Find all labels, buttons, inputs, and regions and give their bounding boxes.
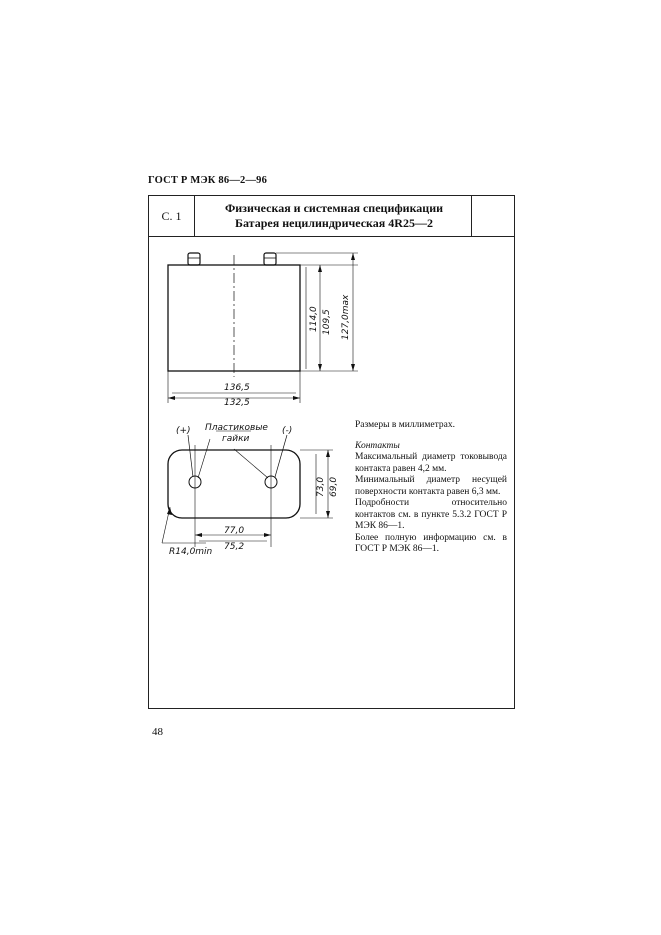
contacts-heading: Контакты: [355, 440, 400, 451]
dim-height-2: 109,5: [322, 309, 332, 335]
spec-title: Физическая и системная спецификации Батарея нецилиндрическая 4R25—2: [224, 201, 444, 230]
dim-spacing-1: 77,0: [224, 526, 245, 536]
spec-code: С. 1: [149, 196, 195, 236]
terminal-right: [264, 253, 276, 265]
battery-drawing: [148, 235, 363, 575]
terminal-left: [188, 253, 200, 265]
dim-width-inner: 132,5: [224, 398, 250, 408]
document-header: ГОСТ Р МЭК 86—2—96: [148, 175, 268, 186]
note-line-4: Более полную информацию см. в ГОСТ Р МЭК 86—1.: [355, 532, 507, 554]
dim-depth-1: 73,0: [316, 476, 326, 497]
nuts-label-line1: Пластиковые: [205, 423, 268, 433]
top-view: [162, 431, 333, 547]
dim-height-max: 127,0max: [341, 294, 351, 340]
note-line-1: Максимальный диаметр токовывода контакта равен 4,2 мм.: [355, 452, 507, 474]
dim-width-outer: 136,5: [224, 383, 250, 393]
dim-spacing-2: 75,2: [224, 542, 245, 552]
note-line-3: Подробности относительно контактов см. в пункте 5.3.2 ГОСТ Р МЭК 86—1.: [355, 498, 507, 531]
dim-height-1: 114,0: [309, 306, 319, 332]
spec-title-row: [149, 196, 514, 237]
units-note: Размеры в миллиметрах.: [355, 420, 455, 430]
title-right-divider: [471, 196, 472, 236]
dim-radius: R14,0min: [169, 547, 213, 557]
nuts-label-line2: гайки: [222, 434, 250, 444]
battery-top-outline: [168, 450, 300, 518]
plus-label: (+): [176, 426, 191, 436]
page-number: 48: [152, 726, 163, 738]
minus-label: (-): [282, 426, 293, 436]
dim-depth-2: 69,0: [329, 476, 339, 497]
note-line-2: Минимальный диаметр несущей поверхности контакта равен 6,3 мм.: [355, 475, 507, 497]
notes-block: [355, 420, 507, 556]
